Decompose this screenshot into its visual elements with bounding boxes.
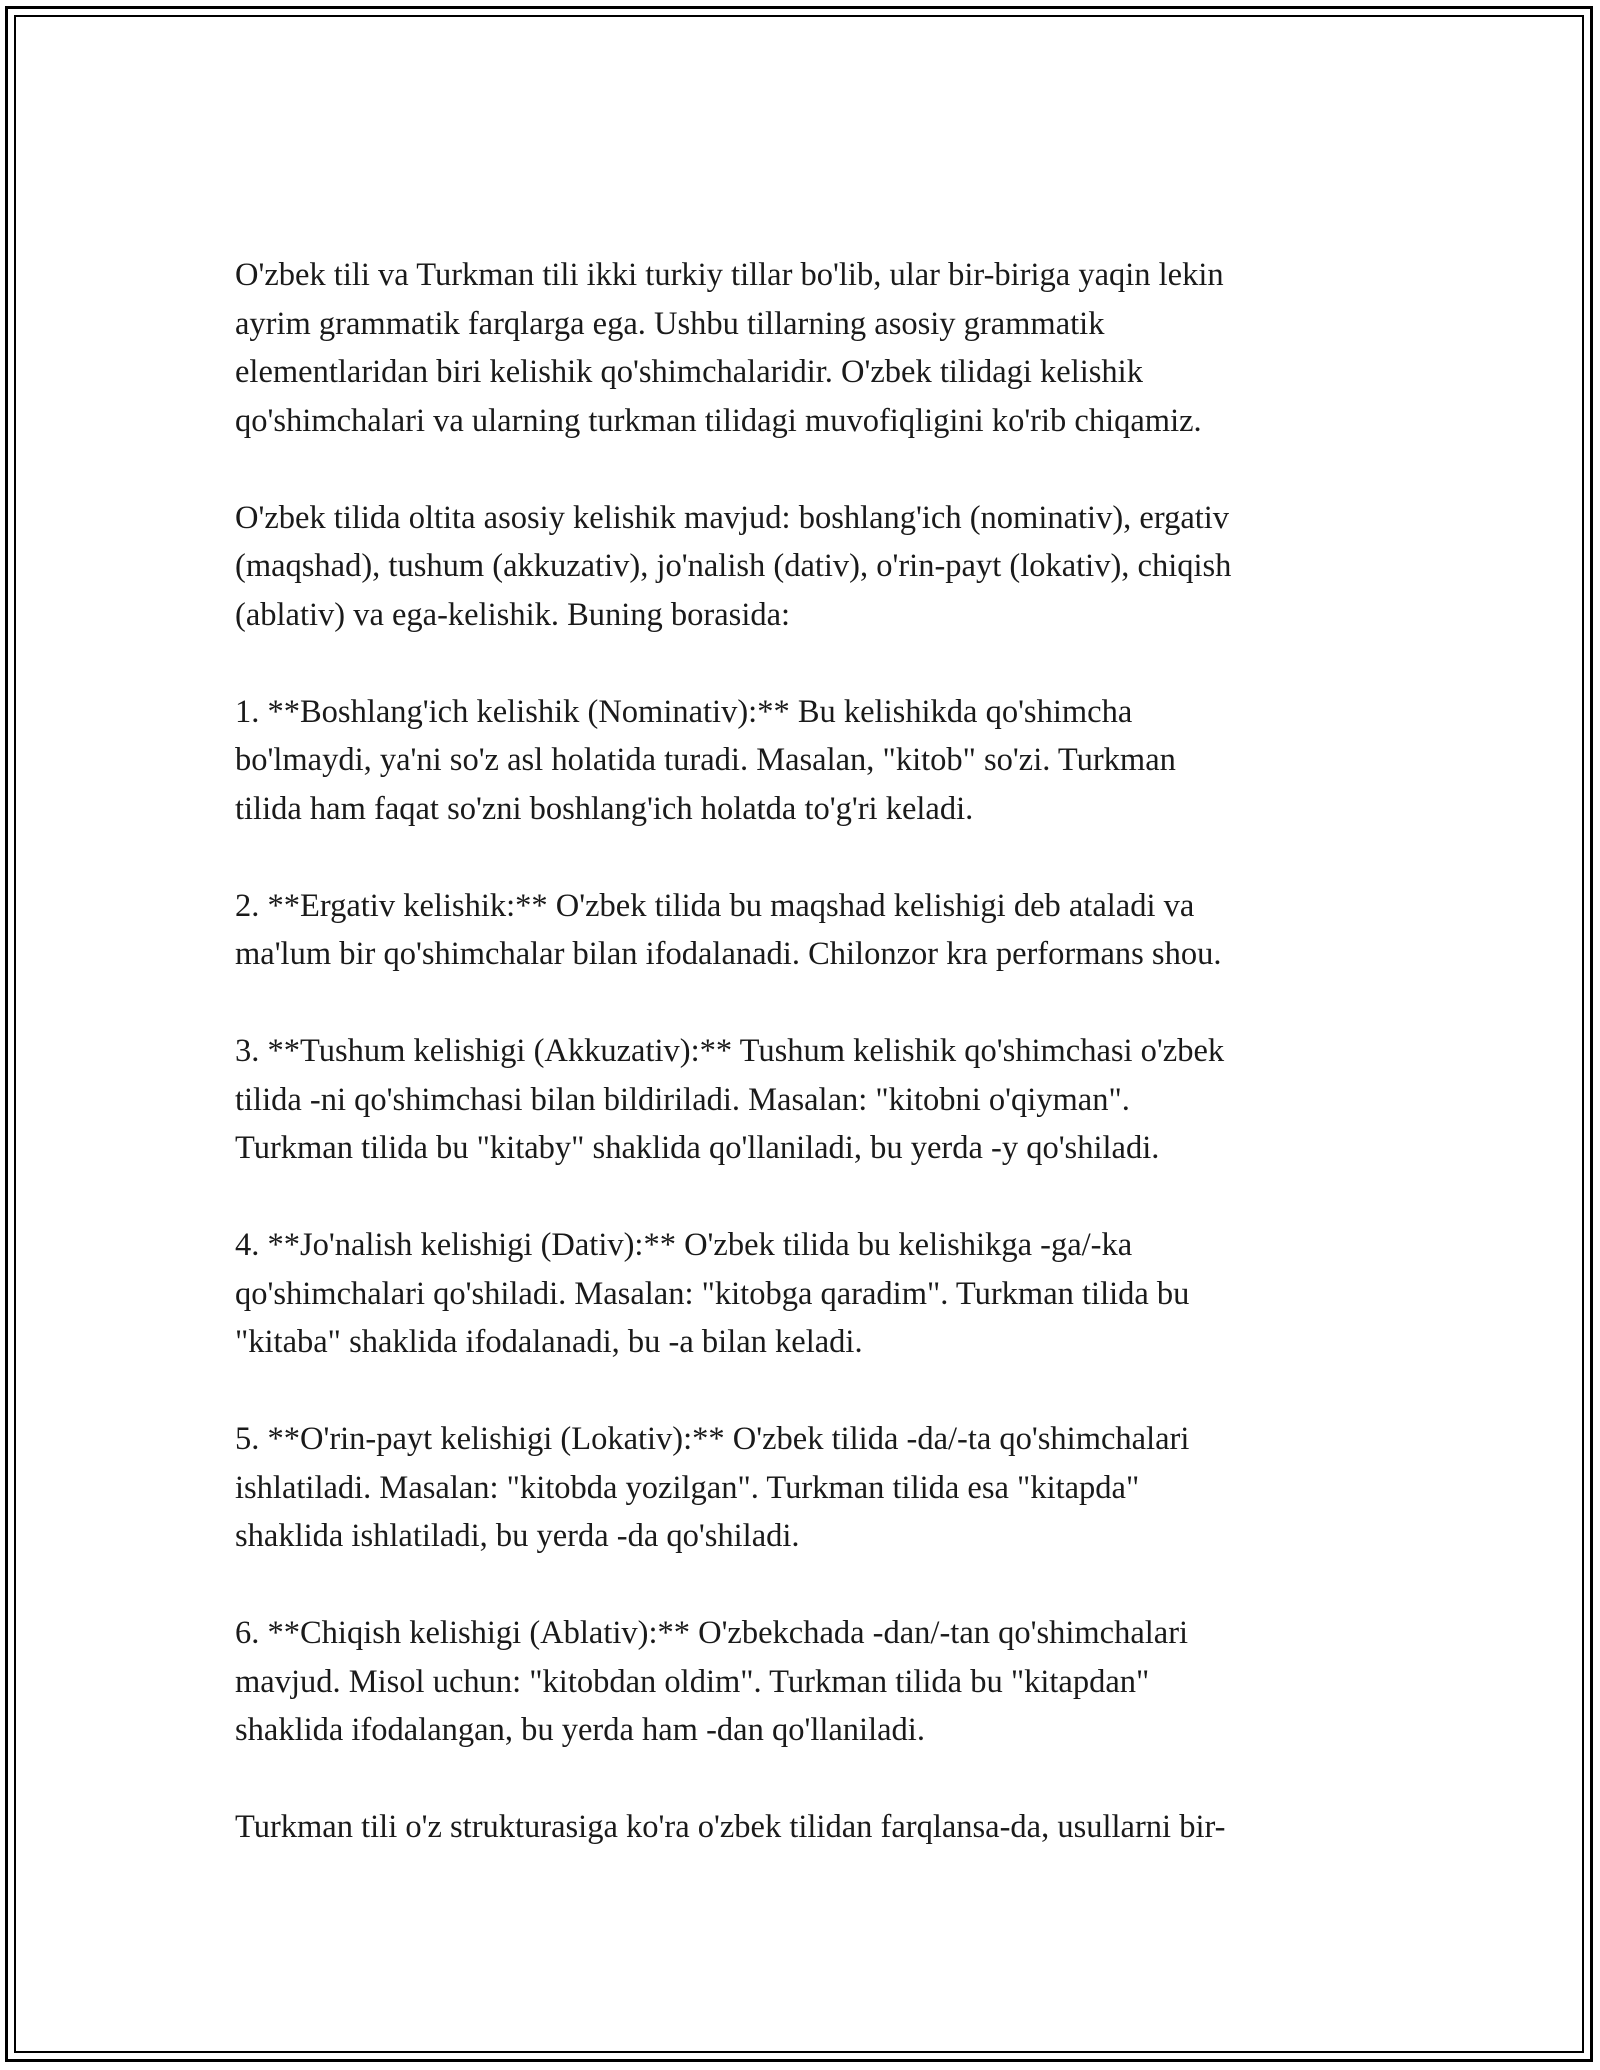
paragraph-ergative: 2. **Ergativ kelishik:** O'zbek tilida bu maqshad kelishigi deb ataladi va ma'lum bir qo'shimchalar bilan ifodalanadi. Chilonzor kra performans shou. [235,887,1222,972]
paragraph-locative: 5. **O'rin-payt kelishigi (Lokativ):** O'zbek tilida -da/-ta qo'shimchalari ishlatiladi. Masalan: "kitobda yozilgan". Turkman tilida esa "kitapda" shaklida ishlatiladi, bu yerda -da qo'shiladi. [235,1421,1190,1554]
document-body [235,251,1395,1852]
paragraph-accusative: 3. **Tushum kelishigi (Akkuzativ):** Tushum kelishik qo'shimchasi o'zbek tilida -ni qo'shimchasi bilan bildiriladi. Masalan: "kitobni o'qiyman". Turkman tilida bu "kitaby" shaklida qo'llaniladi, bu yerda -y qo'shiladi. [235,1033,1225,1166]
paragraph-dative: 4. **Jo'nalish kelishigi (Dativ):** O'zbek tilida bu kelishikga -ga/-ka qo'shimchalari qo'shiladi. Masalan: "kitobga qaradim". Turkman tilida bu "kitaba" shaklida ifodalanadi, bu -a bilan keladi. [235,1227,1190,1360]
paragraph-nominative: 1. **Boshlang'ich kelishik (Nominativ):** Bu kelishikda qo'shimcha bo'lmaydi, ya'ni so'z asl holatida turadi. Masalan, "kitob" so'zi. Turkman tilida ham faqat so'zni boshlang'ich holatda to'g'ri keladi. [235,693,1176,827]
paragraph-conclusion: Turkman tili o'z strukturasiga ko'ra o'zbek tilidan farqlansa-da, usullarni bir- [235,1809,1226,1845]
paragraph-ablative: 6. **Chiqish kelishigi (Ablativ):** O'zbekchada -dan/-tan qo'shimchalari mavjud. Misol uchun: "kitobdan oldim". Turkman tilida bu "kitapdan" shaklida ifodalangan, bu yerda ham -dan qo'llaniladi. [235,1615,1189,1748]
paragraph-intro: O'zbek tili va Turkman tili ikki turkiy tillar bo'lib, ular bir-biriga yaqin lekin ayrim grammatik farqlarga ega. Ushbu tillarning asosiy grammatik elementlaridan biri kelishik qo'shimchalaridir. O'zbek tilidagi kelishik qo'shimchalari va ularning turkman tilidagi muvofiqligini ko'rib chiqamiz. [235,257,1224,439]
paragraph-cases-overview: O'zbek tilida oltita asosiy kelishik mavjud: boshlang'ich (nominativ), ergativ (maqshad), tushum (akkuzativ), jo'nalish (dativ), o'rin-payt (lokativ), chiqish (ablativ) va ega-kelishik. Buning borasida: [235,499,1232,633]
